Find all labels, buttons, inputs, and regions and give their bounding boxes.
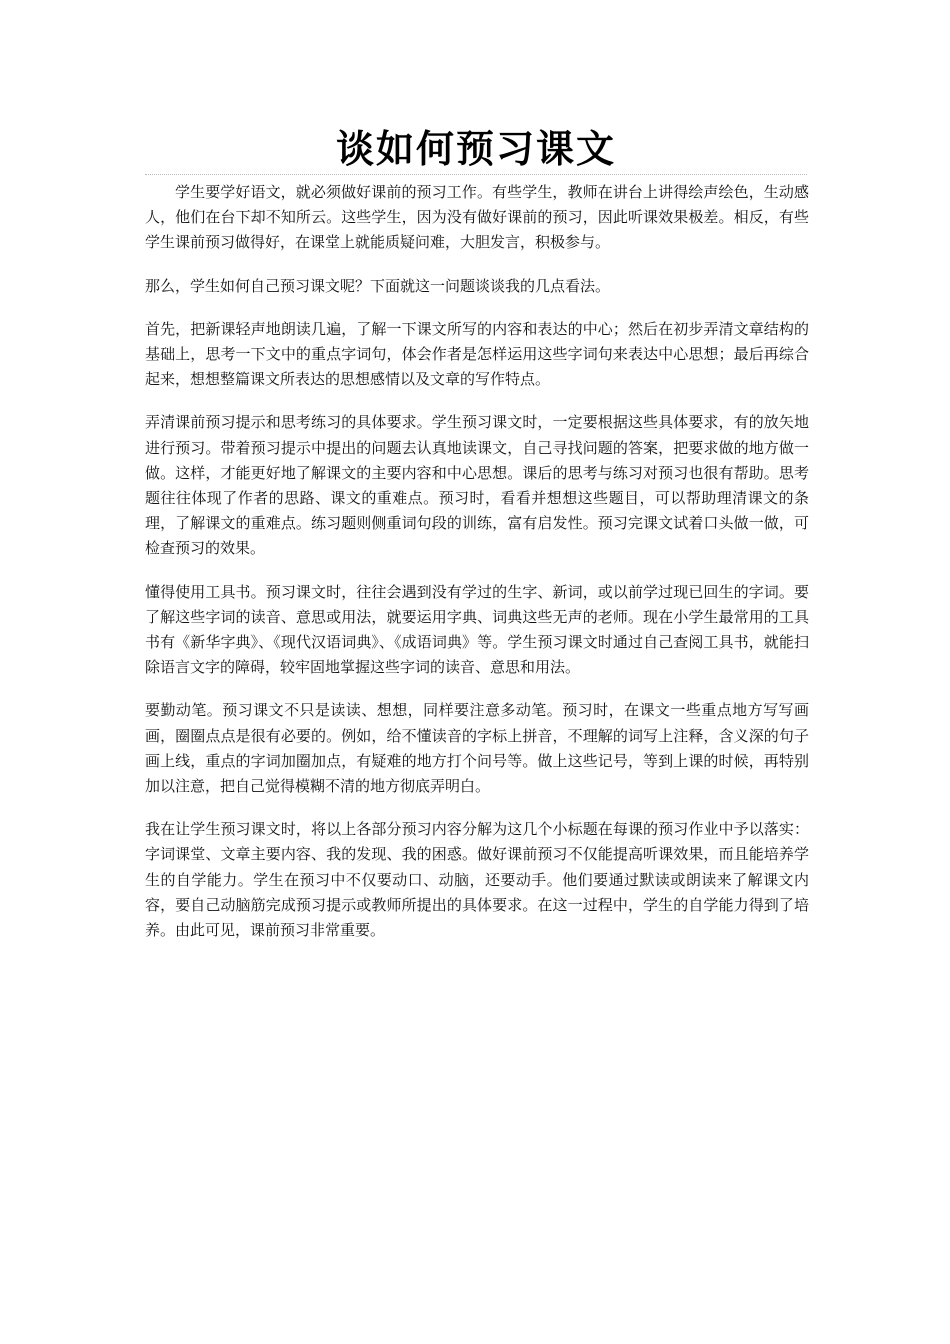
title-divider: [145, 174, 807, 175]
paragraph-question: 那么，学生如何自己预习课文呢？下面就这一问题谈谈我的几点看法。: [145, 276, 611, 295]
document-title: 谈如何预习课文: [335, 126, 616, 171]
paragraph-reference-books: 懂得使用工具书。预习课文时，往往会遇到没有学过的生字、新词，或以前学过现已回生的字词。要了解这些字词的读音、意思或用法，就要运用字典、词典这些无声的老师。现在小学生最常用的工具书有《新华字典》、《现代汉语词典》、《成语词典》等。学生预习课文时通过自己查阅工具书，就能扫除语言文字的障碍，较牢固地掌握这些字词的读音、意思和用法。: [145, 582, 809, 677]
paragraph-take-notes: 要勤动笔。预习课文不只是读读、想想，同样要注意多动笔。预习时，在课文一些重点地方写写画画，圈圈点点是很有必要的。例如，给不懂读音的字标上拼音，不理解的词写上注释，含义深的句子画上线，重点的字词加圈加点，有疑难的地方打个问号等。做上这些记号，等到上课的时候，再特别加以注意，把自己觉得模糊不清的地方彻底弄明白。: [145, 701, 809, 796]
paragraph-preview-requirements: 弄清课前预习提示和思考练习的具体要求。学生预习课文时，一定要根据这些具体要求，有的放矢地进行预习。带着预习提示中提出的问题去认真地读课文，自己寻找问题的答案，把要求做的地方做一做。这样，才能更好地了解课文的主要内容和中心思想。课后的思考与练习对预习也很有帮助。思考题往往体现了作者的思路、课文的重难点。预习时，看看并想想这些题目，可以帮助理清课文的条理，了解课文的重难点。练习题则侧重词句段的训练，富有启发性。预习完课文试着口头做一做，可检查预习的效果。: [145, 413, 809, 558]
paragraph-intro: 学生要学好语文，就必须做好课前的预习工作。有些学生，教师在讲台上讲得绘声绘色，生动感人，他们在台下却不知所云。这些学生，因为没有做好课前的预习，因此听课效果极差。相反，有些学生课前预习做得好，在课堂上就能质疑问难，大胆发言，积极参与。: [145, 183, 809, 252]
paragraph-conclusion: 我在让学生预习课文时，将以上各部分预习内容分解为这几个小标题在每课的预习作业中予以落实：字词课堂、文章主要内容、我的发现、我的困惑。做好课前预习不仅能提高听课效果，而且能培养学生的自学能力。学生在预习中不仅要动口、动脑，还要动手。他们要通过默读或朗读来了解课文内容，要自己动脑筋完成预习提示或教师所提出的具体要求。在这一过程中，学生的自学能力得到了培养。由此可见，课前预习非常重要。: [145, 820, 809, 940]
paragraph-read-aloud: 首先，把新课轻声地朗读几遍，了解一下课文所写的内容和表达的中心；然后在初步弄清文章结构的基础上，思考一下文中的重点字词句，体会作者是怎样运用这些字词句来表达中心思想；最后再综合起来，想想整篇课文所表达的思想感情以及文章的写作特点。: [145, 319, 809, 389]
document-body: [145, 180, 809, 961]
